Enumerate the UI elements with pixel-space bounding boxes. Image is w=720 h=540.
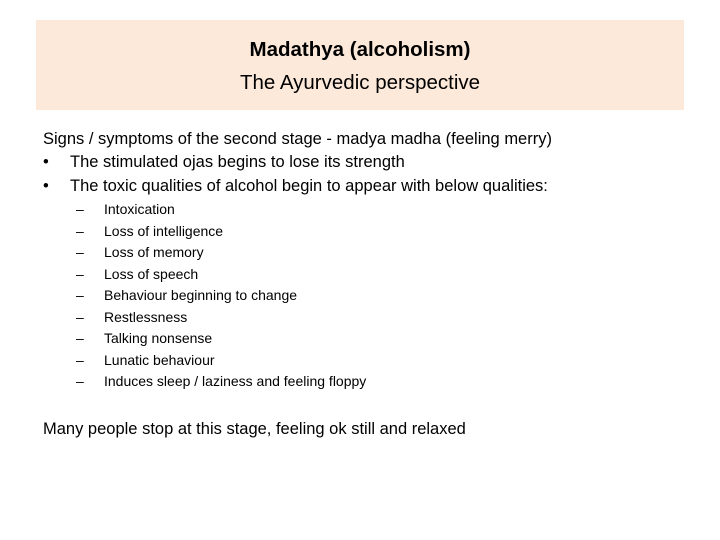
sub-bullet-item <box>76 285 366 307</box>
sub-bullet-text: Behaviour beginning to change <box>104 287 298 303</box>
bullet-text: The toxic qualities of alcohol begin to appear with below qualities: <box>70 177 548 195</box>
slide-subtitle: The Ayurvedic perspective <box>239 71 481 94</box>
dash-marker: – <box>76 351 84 368</box>
sub-bullet-text: Loss of speech <box>104 265 199 282</box>
sub-bullet-list <box>76 199 366 393</box>
closing-text: Many people stop at this stage, feeling ok still and relaxed <box>43 420 466 438</box>
sub-bullet-text: Induces sleep / laziness and feeling floppy <box>104 373 367 389</box>
sub-bullet-text: Talking nonsense <box>104 330 213 346</box>
bullet-text: The stimulated ojas begins to lose its strength <box>70 153 405 171</box>
dash-marker: – <box>76 265 84 282</box>
bullet-item <box>43 151 405 173</box>
intro-text: Signs / symptoms of the second stage - madya madha (feeling merry) <box>43 130 552 148</box>
bullet-item <box>43 175 548 197</box>
sub-bullet-item <box>76 242 366 264</box>
sub-bullet-text: Intoxication <box>104 201 175 217</box>
sub-bullet-item <box>76 371 366 393</box>
sub-bullet-item <box>76 264 366 286</box>
sub-bullet-text: Loss of memory <box>104 244 204 260</box>
dash-marker: – <box>76 308 84 325</box>
slide-title: Madathya (alcoholism) <box>249 38 471 61</box>
dash-marker: – <box>76 244 84 260</box>
sub-bullet-item <box>76 328 366 350</box>
sub-bullet-item <box>76 350 366 372</box>
title-box <box>36 20 684 110</box>
sub-bullet-item <box>76 307 366 329</box>
sub-bullet-text: Loss of intelligence <box>104 222 224 239</box>
dash-marker: – <box>76 222 84 239</box>
bullet-marker: • <box>43 177 49 195</box>
dash-marker: – <box>76 330 84 346</box>
dash-marker: – <box>76 373 84 389</box>
sub-bullet-text: Lunatic behaviour <box>104 351 215 368</box>
sub-bullet-item <box>76 221 366 243</box>
sub-bullet-text: Restlessness <box>104 308 188 325</box>
sub-bullet-item <box>76 199 366 221</box>
dash-marker: – <box>76 201 84 217</box>
dash-marker: – <box>76 287 84 303</box>
bullet-marker: • <box>43 153 49 171</box>
